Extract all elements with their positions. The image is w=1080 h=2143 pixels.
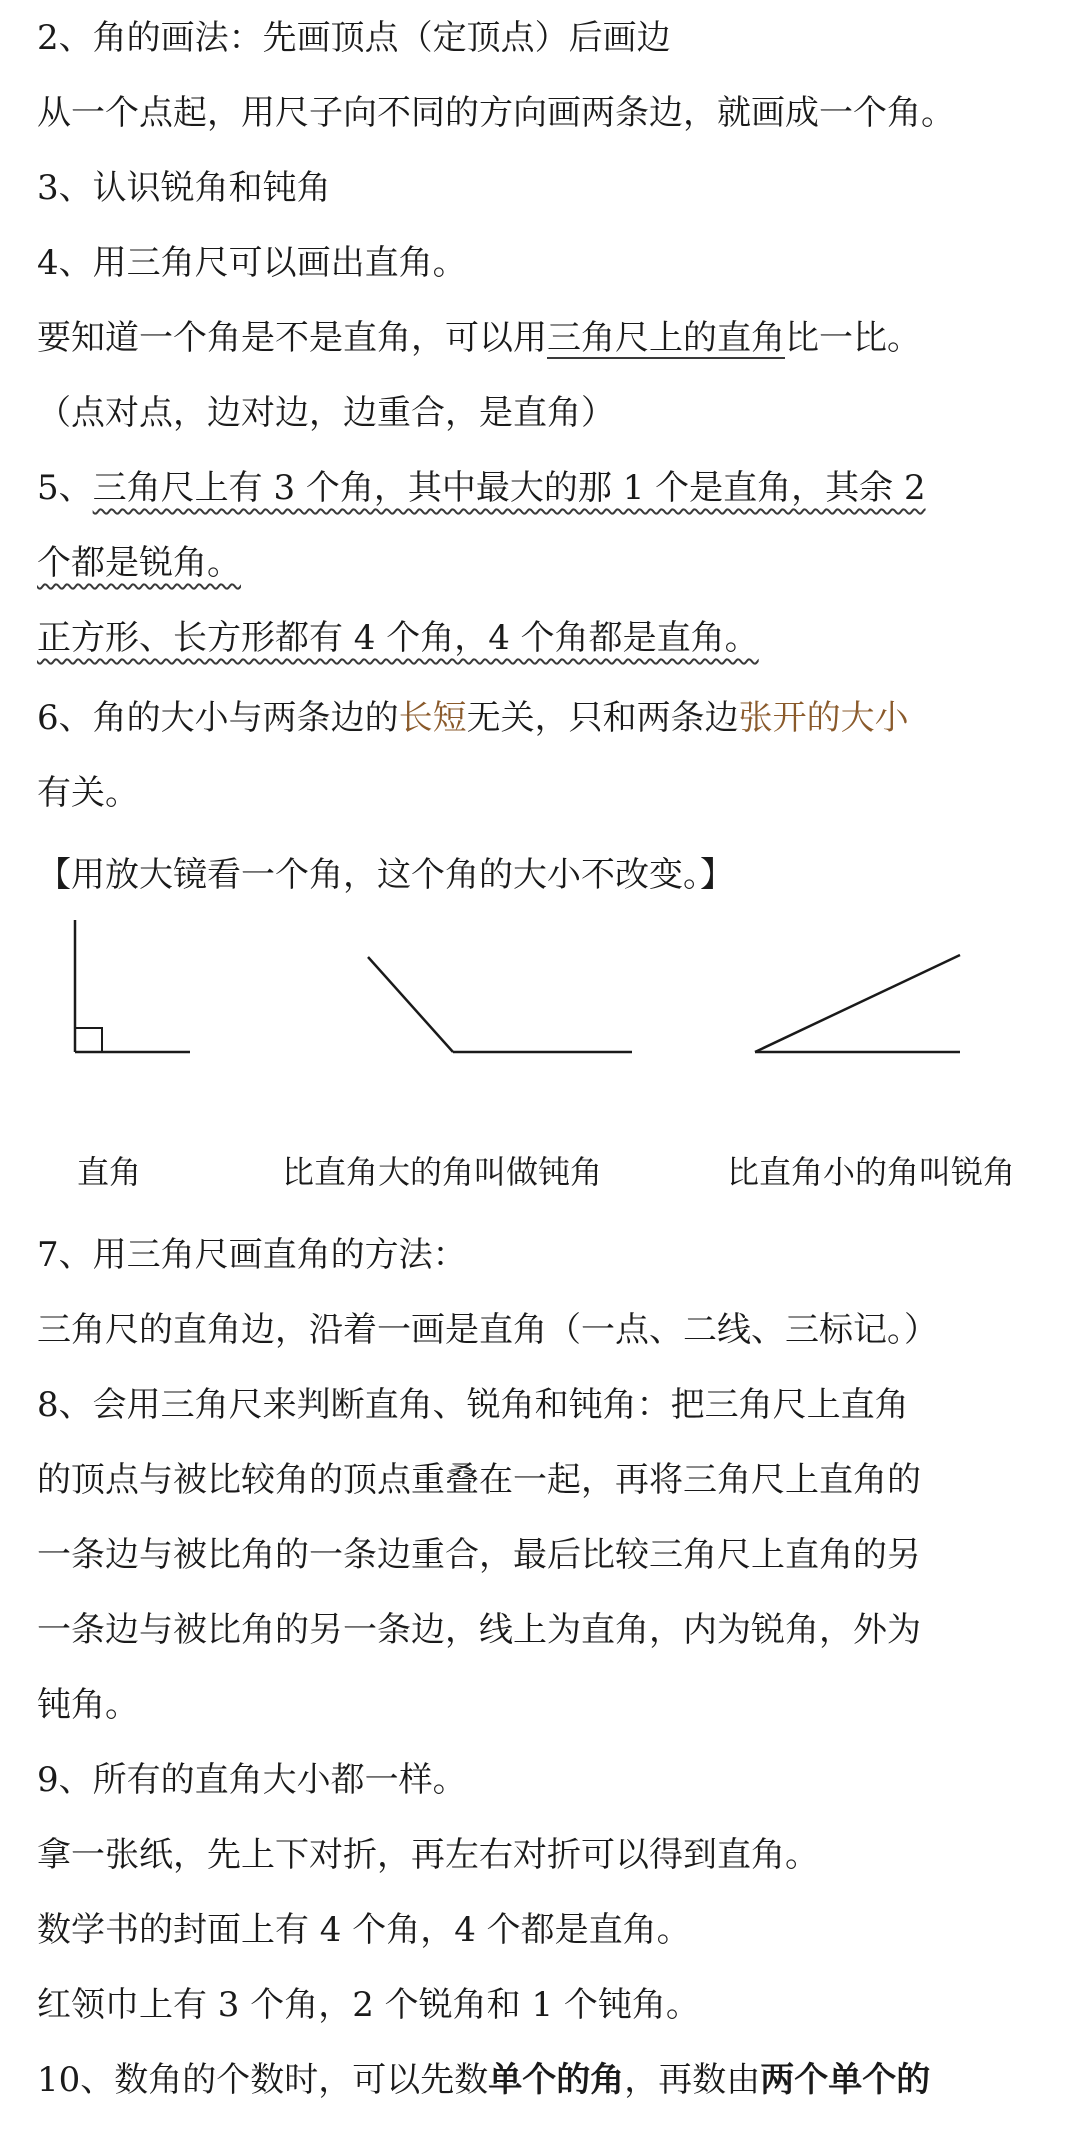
text-line-4-heading: 4、用三角尺可以画出直角。 (37, 243, 467, 283)
acute-angle-slanted-side (755, 955, 960, 1052)
caption-right-angle: 直角 (77, 1153, 142, 1191)
text-line-6-heading (37, 698, 1060, 738)
right-angle-figure (75, 920, 190, 1052)
text-segment: ，再数由 (624, 2060, 761, 2100)
text-line-5-heading (37, 468, 1060, 508)
wavy-underlined-phrase: 三角尺上有 3 个角，其中最大的那 1 个是直角，其余 2 (92, 468, 926, 508)
text-line-9-body-2: 数学书的封面上有 4 个角，4 个都是直角。 (37, 1910, 691, 1950)
obtuse-angle-figure (368, 957, 632, 1052)
highlighted-phrase: 张开的大小 (738, 698, 909, 738)
text-line-2-body: 从一个点起，用尺子向不同的方向画两条边，就画成一个角。 (37, 93, 955, 133)
text-line-9-body-3: 红领巾上有 3 个角，2 个锐角和 1 个钝角。 (37, 1985, 700, 2025)
text-line-4-note: （点对点，边对边，边重合，是直角） (37, 393, 615, 433)
underlined-phrase: 三角尺上的直角 (547, 318, 785, 358)
text-line-8-body-1: 的顶点与被比较角的顶点重叠在一起，再将三角尺上直角的 (37, 1460, 921, 1500)
text-line-8-body-2: 一条边与被比角的一条边重合，最后比较三角尺上直角的另 (37, 1535, 921, 1575)
text-line-8-body-4: 钝角。 (37, 1685, 139, 1725)
text-line-6-continued: 有关。 (37, 773, 139, 813)
angle-figures (0, 910, 1080, 1080)
text-line-2-heading: 2、角的画法：先画顶点（定顶点）后画边 (37, 18, 671, 58)
text-line-4-body (37, 318, 1060, 358)
text-line-5-body (37, 618, 1060, 658)
text-line-10-heading (37, 2060, 1060, 2100)
wavy-underlined-phrase: 个都是锐角。 (37, 543, 241, 583)
text-line-3-heading: 3、认识锐角和钝角 (37, 168, 331, 208)
text-line-8-body-3: 一条边与被比角的另一条边，线上为直角，内为锐角，外为 (37, 1610, 921, 1650)
text-segment: 5、 (37, 468, 93, 508)
text-segment: 要知道一个角是不是直角，可以用 (37, 318, 547, 358)
bold-phrase: 两个单个的 (760, 2060, 931, 2100)
text-line-5-continued (37, 543, 1060, 583)
bold-phrase: 单个的角 (488, 2060, 625, 2100)
text-segment: 无关，只和两条边 (466, 698, 739, 738)
wavy-underlined-phrase: 正方形、长方形都有 4 个角，4 个角都是直角。 (37, 618, 759, 658)
text-line-7-body: 三角尺的直角边，沿着一画是直角（一点、二线、三标记。） (37, 1310, 938, 1350)
text-line-8-heading: 8、会用三角尺来判断直角、锐角和钝角：把三角尺上直角 (37, 1385, 909, 1425)
right-angle-marker (75, 1028, 102, 1052)
text-segment: 10、数角的个数时，可以先数 (37, 2060, 489, 2100)
caption-acute-angle: 比直角小的角叫锐角 (727, 1153, 1016, 1191)
acute-angle-figure (755, 955, 960, 1052)
text-line-magnifier-note: 【用放大镜看一个角，这个角的大小不改变。】 (37, 855, 734, 895)
text-line-9-heading: 9、所有的直角大小都一样。 (37, 1760, 467, 1800)
obtuse-angle-slanted-side (368, 957, 453, 1052)
highlighted-phrase: 长短 (398, 698, 467, 738)
caption-obtuse-angle: 比直角大的角叫做钝角 (282, 1153, 603, 1191)
text-line-7-heading: 7、用三角尺画直角的方法： (37, 1235, 467, 1275)
text-segment: 比一比。 (785, 318, 921, 358)
text-segment: 6、角的大小与两条边的 (37, 698, 399, 738)
text-line-9-body-1: 拿一张纸，先上下对折，再左右对折可以得到直角。 (37, 1835, 819, 1875)
